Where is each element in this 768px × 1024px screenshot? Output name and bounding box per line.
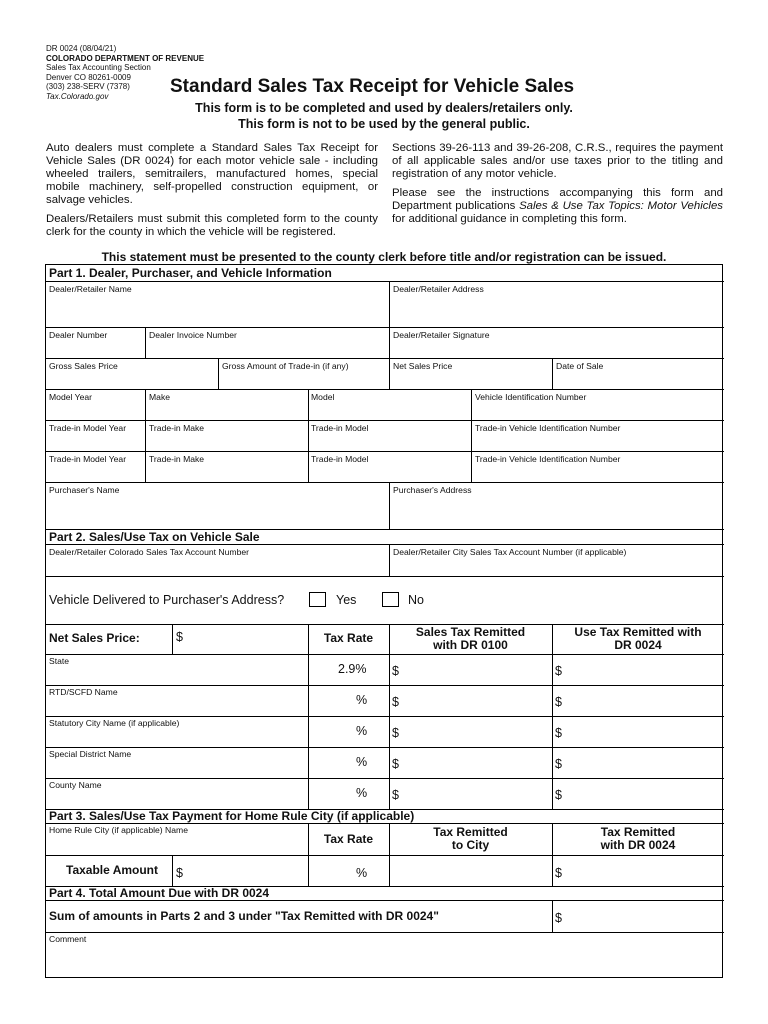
city-account-field[interactable]: Dealer/Retailer City Sales Tax Account Number (if applicable) (393, 547, 627, 557)
part2-heading: Part 2. Sales/Use Tax on Vehicle Sale (49, 530, 260, 544)
part3-heading: Part 3. Sales/Use Tax Payment for Home Rule City (if applicable) (49, 809, 415, 823)
use-tax-remitted-line1: Use Tax Remitted with (574, 625, 702, 639)
gross-trade-in-field[interactable]: Gross Amount of Trade-in (if any) (222, 361, 349, 371)
subtitle-not-public: This form is not to be used by the general public. (238, 117, 530, 131)
special-district-sales-tax-input[interactable]: $ (392, 757, 399, 771)
special-district-rate-input[interactable]: % (356, 755, 368, 769)
net-sales-price-input[interactable]: $ (176, 630, 183, 644)
rtd-name-field[interactable]: RTD/SCFD Name (49, 687, 118, 697)
tax-remitted-dr-line1: Tax Remitted (600, 825, 676, 839)
delivered-question: Vehicle Delivered to Purchaser's Address? (49, 593, 285, 607)
agency-name: COLORADO DEPARTMENT OF REVENUE (46, 53, 205, 63)
model-year-field[interactable]: Model Year (49, 392, 93, 402)
tax-remitted-city-header (389, 826, 552, 852)
agency-phone: (303) 238-SERV (7378) (46, 82, 130, 92)
special-district-field[interactable]: Special District Name (49, 749, 132, 759)
comment-field[interactable]: Comment (49, 934, 87, 944)
intro-right-p2-publication: Sales & Use Tax Topics: Motor Vehicles (519, 200, 723, 212)
tax-remitted-city-line2: to City (451, 838, 490, 852)
special-district-use-tax-input[interactable]: $ (555, 757, 562, 771)
rtd-use-tax-input[interactable]: $ (555, 695, 562, 709)
dealer-address-field[interactable]: Dealer/Retailer Address (393, 284, 484, 294)
county-rate-input[interactable]: % (356, 786, 368, 800)
intro-right-p2-tail: for additional guidance in completing this form. (392, 213, 627, 225)
trade-model-field-1[interactable]: Trade-in Model (311, 423, 369, 433)
statutory-city-field[interactable]: Statutory City Name (if applicable) (49, 718, 180, 728)
intro-right-p1: Sections 39-26-113 and 39-26-208, C.R.S., requires the payment of all applicable sales and/or use taxes prior to the titling and registration of any motor vehicle. (392, 142, 723, 180)
state-use-tax-input[interactable]: $ (555, 664, 562, 678)
agency-website: Tax.Colorado.gov (46, 91, 109, 101)
net-sales-price-field[interactable]: Net Sales Price (393, 361, 453, 371)
sales-tax-remitted-line2: with DR 0100 (433, 638, 508, 652)
trade-model-year-field-2[interactable]: Trade-in Model Year (49, 454, 127, 464)
gross-sales-price-field[interactable]: Gross Sales Price (49, 361, 118, 371)
tax-remitted-city-line1: Tax Remitted (433, 825, 508, 839)
trade-vin-field-2[interactable]: Trade-in Vehicle Identification Number (475, 454, 621, 464)
county-sales-tax-input[interactable]: $ (392, 788, 399, 802)
rtd-sales-tax-input[interactable]: $ (392, 695, 399, 709)
state-sales-tax-input[interactable]: $ (392, 664, 399, 678)
net-sales-price-label: Net Sales Price: (49, 631, 140, 645)
home-rule-dr-input[interactable]: $ (555, 866, 562, 880)
dealer-name-field[interactable]: Dealer/Retailer Name (49, 284, 132, 294)
model-field[interactable]: Model (311, 392, 335, 402)
dealer-invoice-field[interactable]: Dealer Invoice Number (149, 330, 237, 340)
date-of-sale-field[interactable]: Date of Sale (556, 361, 604, 371)
subtitle-dealers-only: This form is to be completed and used by dealers/retailers only. (195, 101, 573, 115)
page-title: Standard Sales Tax Receipt for Vehicle Sales (170, 76, 575, 97)
trade-model-year-field-1[interactable]: Trade-in Model Year (49, 423, 127, 433)
statutory-city-use-tax-input[interactable]: $ (555, 726, 562, 740)
make-field[interactable]: Make (149, 392, 171, 402)
yes-label: Yes (336, 593, 357, 607)
intro-right-p2 (392, 187, 723, 226)
home-rule-city-field[interactable]: Home Rule City (if applicable) Name (49, 825, 188, 835)
intro-right (392, 142, 723, 232)
state-label: State (49, 656, 70, 666)
purchaser-address-field[interactable]: Purchaser's Address (393, 485, 472, 495)
co-account-field[interactable]: Dealer/Retailer Colorado Sales Tax Account Number (49, 547, 249, 557)
no-checkbox[interactable] (382, 592, 399, 607)
home-rule-rate-input[interactable]: % (356, 866, 368, 880)
intro-left (46, 142, 378, 245)
sum-label: Sum of amounts in Parts 2 and 3 under "Tax Remitted with DR 0024" (49, 909, 439, 923)
trade-make-field-2[interactable]: Trade-in Make (149, 454, 205, 464)
county-use-tax-input[interactable]: $ (555, 788, 562, 802)
total-due-input[interactable]: $ (555, 911, 562, 925)
agency-section: Sales Tax Accounting Section (46, 63, 151, 73)
form-id: DR 0024 (08/04/21) (46, 44, 117, 53)
tax-receipt-form (45, 264, 723, 978)
state-rate: 2.9% (338, 662, 367, 676)
presentation-statement: This statement must be presented to the county clerk before title and/or registration can be issued. (101, 250, 667, 264)
sales-tax-remitted-header (389, 626, 552, 652)
intro-left-p1: Auto dealers must complete a Standard Sales Tax Receipt for Vehicle Sales (DR 0024) for each motor vehicle sale - including wheeled trailers, semitrailers, manufactured homes, special mobile machinery, self-propelled construction equipment, or salvage vehicles. (46, 142, 378, 206)
taxable-amount-input[interactable]: $ (176, 866, 183, 880)
purchaser-name-field[interactable]: Purchaser's Name (49, 485, 120, 495)
dealer-signature-field[interactable]: Dealer/Retailer Signature (393, 330, 490, 340)
intro-right-p2-text: Please see the instructions accompanying this form and Department publications (392, 187, 723, 212)
taxable-amount-label: Taxable Amount (66, 863, 159, 877)
dealer-number-field[interactable]: Dealer Number (49, 330, 108, 340)
trade-make-field-1[interactable]: Trade-in Make (149, 423, 205, 433)
rtd-rate-input[interactable]: % (356, 693, 368, 707)
tax-rate-header: Tax Rate (323, 631, 374, 645)
sales-tax-remitted-line1: Sales Tax Remitted (415, 625, 526, 639)
trade-model-field-2[interactable]: Trade-in Model (311, 454, 369, 464)
intro-left-p2: Dealers/Retailers must submit this completed form to the county clerk for the county in which the vehicle will be registered. (46, 213, 378, 238)
tax-remitted-dr-header (552, 826, 724, 852)
statutory-city-sales-tax-input[interactable]: $ (392, 726, 399, 740)
county-name-field[interactable]: County Name (49, 780, 102, 790)
trade-vin-field-1[interactable]: Trade-in Vehicle Identification Number (475, 423, 621, 433)
yes-checkbox[interactable] (309, 592, 326, 607)
no-label: No (408, 593, 424, 607)
use-tax-remitted-header (552, 626, 724, 652)
vin-field[interactable]: Vehicle Identification Number (475, 392, 587, 402)
statutory-city-rate-input[interactable]: % (356, 724, 368, 738)
part1-heading: Part 1. Dealer, Purchaser, and Vehicle Information (49, 266, 332, 280)
part3-tax-rate-header: Tax Rate (323, 832, 374, 846)
tax-remitted-dr-line2: with DR 0024 (600, 838, 676, 852)
agency-address: Denver CO 80261-0009 (46, 72, 131, 82)
part4-heading: Part 4. Total Amount Due with DR 0024 (49, 886, 270, 900)
use-tax-remitted-line2: DR 0024 (614, 638, 662, 652)
